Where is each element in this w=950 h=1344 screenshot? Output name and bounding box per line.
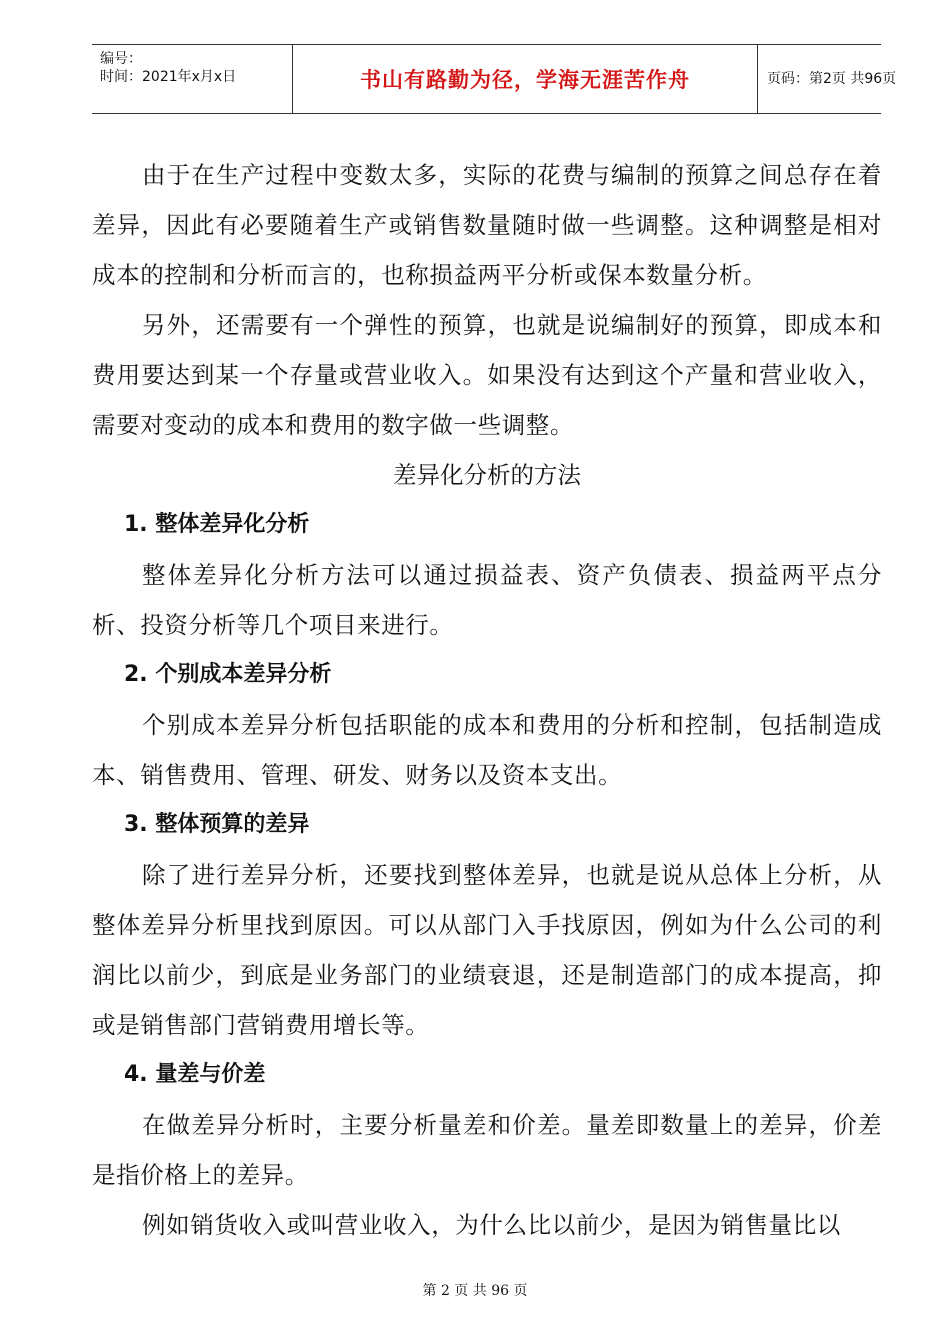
paragraph-1: 由于在生产过程中变数太多，实际的花费与编制的预算之间总存在着差异，因此有必要随着生产或销售数量随时做一些调整。这种调整是相对成本的控制和分析而言的，也称损益两平分析或保本数量分析。 [92,161,882,289]
number-label: 编号： [100,51,142,67]
header-page-info: 页码：第2页 共96页 [767,71,897,87]
paragraph-4: 个别成本差异分析包括职能的成本和费用的分析和控制，包括制造成本、销售费用、管理、研发、财务以及资本支出。 [92,711,882,789]
paragraph-2: 另外，还需要有一个弹性的预算，也就是说编制好的预算，即成本和费用要达到某一个存量或营业收入。如果没有达到这个产量和营业收入，需要对变动的成本和费用的数字做一些调整。 [92,311,882,439]
time-label: 时间：2021年x月x日 [100,69,237,85]
page-footer [0,1280,950,1300]
paragraph-5: 除了进行差异分析，还要找到整体差异，也就是说从总体上分析，从整体差异分析里找到原因。可以从部门入手找原因，例如为什么公司的利润比以前少，到底是业务部门的业绩衰退，还是制造部门的成本提高，抑或是销售部门营销费用增长等。 [92,861,882,1039]
document-body [92,150,882,1250]
heading-3: 3. 整体预算的差异 [124,812,310,837]
page-header [92,44,897,114]
section-title: 差异化分析的方法 [393,461,581,489]
paragraph-7: 例如销货收入或叫营业收入，为什么比以前少，是因为销售量比以 [142,1211,841,1239]
paragraph-6: 在做差异分析时，主要分析量差和价差。量差即数量上的差异，价差是指价格上的差异。 [92,1111,882,1189]
paragraph-3: 整体差异化分析方法可以通过损益表、资产负债表、损益两平点分析、投资分析等几个项目来进行。 [92,561,882,639]
heading-2: 2. 个别成本差异分析 [124,662,332,687]
motto: 书山有路勤为径，学海无涯苦作舟 [360,68,690,92]
heading-4: 4. 量差与价差 [124,1062,266,1087]
header-motto-cell [292,45,758,113]
header-page-cell [757,45,897,113]
footer-page-number: 第 2 页 共 96 页 [422,1283,528,1299]
header-meta [92,45,292,113]
heading-1: 1. 整体差异化分析 [124,512,310,537]
